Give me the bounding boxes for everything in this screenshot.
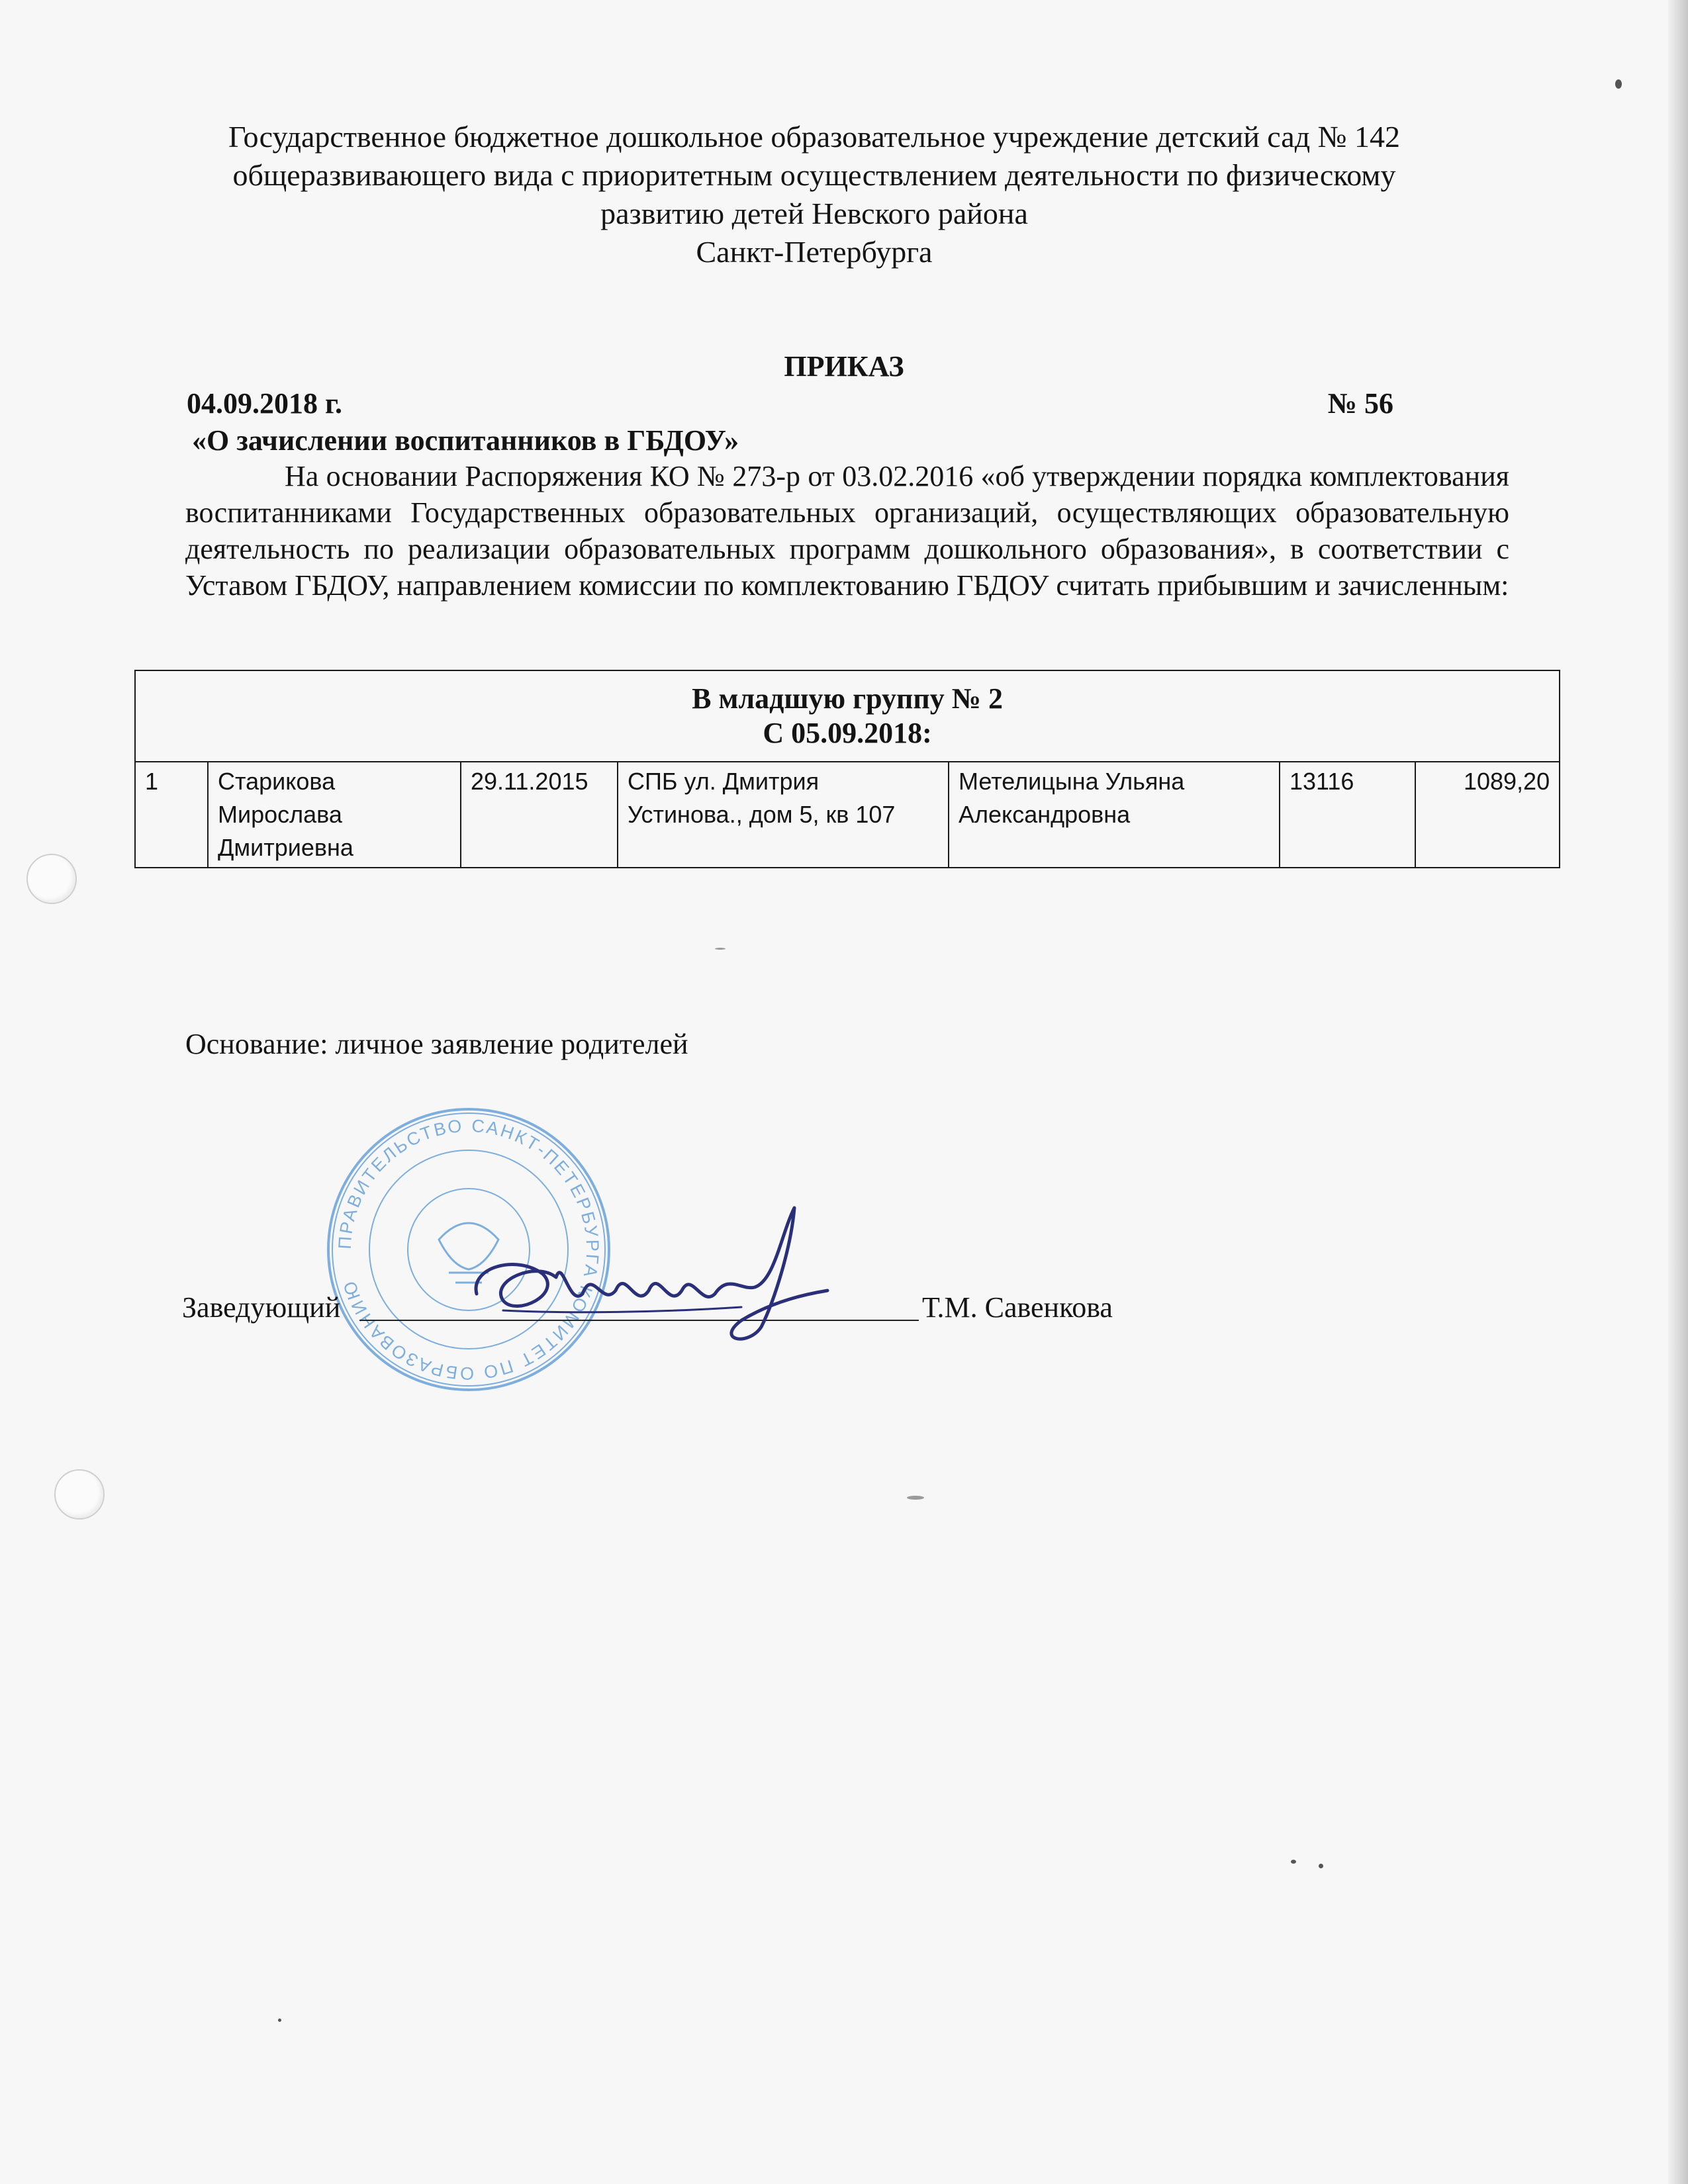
punch-hole-top [26,854,77,904]
group-name: В младшую группу № 2 [692,682,1003,715]
handwritten-signature [463,1195,834,1347]
scan-edge-shadow [1668,0,1688,2184]
institution-header [172,118,1456,271]
scan-speck [1319,1864,1323,1868]
signer-name: Т.М. Савенкова [922,1291,1113,1324]
order-number: № 56 [1327,387,1393,420]
group-start-date: С 05.09.2018: [763,717,932,749]
scan-speck [907,1496,924,1500]
header-line-4: Санкт-Петербурга [696,235,933,269]
group-heading [135,670,1560,762]
enrollment-table [134,670,1560,868]
code: 13116 [1280,762,1415,868]
amount: 1089,20 [1415,762,1560,868]
scan-speck [278,2019,281,2022]
parent-name: Метелицына Ульяна Александровна [949,762,1280,868]
scan-speck [715,948,726,950]
signer-role: Заведующий [182,1291,341,1324]
stamp-ring-text: ПРАВИТЕЛЬСТВО САНКТ-ПЕТЕРБУРГА КОМИТЕТ ПО ОБРАЗОВАНИЮ [334,1115,603,1384]
birth-date: 29.11.2015 [461,762,618,868]
order-title: ПРИКАЗ [784,350,904,383]
child-name: Старикова Мирослава Дмитриевна [208,762,461,868]
row-number: 1 [135,762,208,868]
order-body-text: На основании Распоряжения КО № 273-р от 03.02.2016 «об утверждении порядка комплектования воспитанниками Государственных образовательных организаций, осуществляющих образовательную деятельность по реализации образовательных программ дошкольного образования», в соответствии с Уставом ГБДОУ, направлением комиссии по комплектованию ГБДОУ считать прибывшим и зачисленным: [185,460,1509,602]
table-row [135,762,1560,868]
scan-speck [1291,1860,1296,1864]
order-subject: «О зачислении воспитанников в ГБДОУ» [192,424,739,457]
punch-hole-bottom [54,1469,105,1520]
header-line-2: общеразвивающего вида с приоритетным осуществлением деятельности по физическому [232,158,1396,192]
header-line-1: Государственное бюджетное дошкольное образовательное учреждение детский сад № 142 [228,120,1400,154]
address: СПБ ул. Дмитрия Устинова., дом 5, кв 107 [618,762,949,868]
header-line-3: развитию детей Невского района [600,197,1028,230]
basis-text: Основание: личное заявление родителей [185,1028,688,1060]
scan-speck [1615,79,1622,89]
order-date: 04.09.2018 г. [187,387,343,420]
